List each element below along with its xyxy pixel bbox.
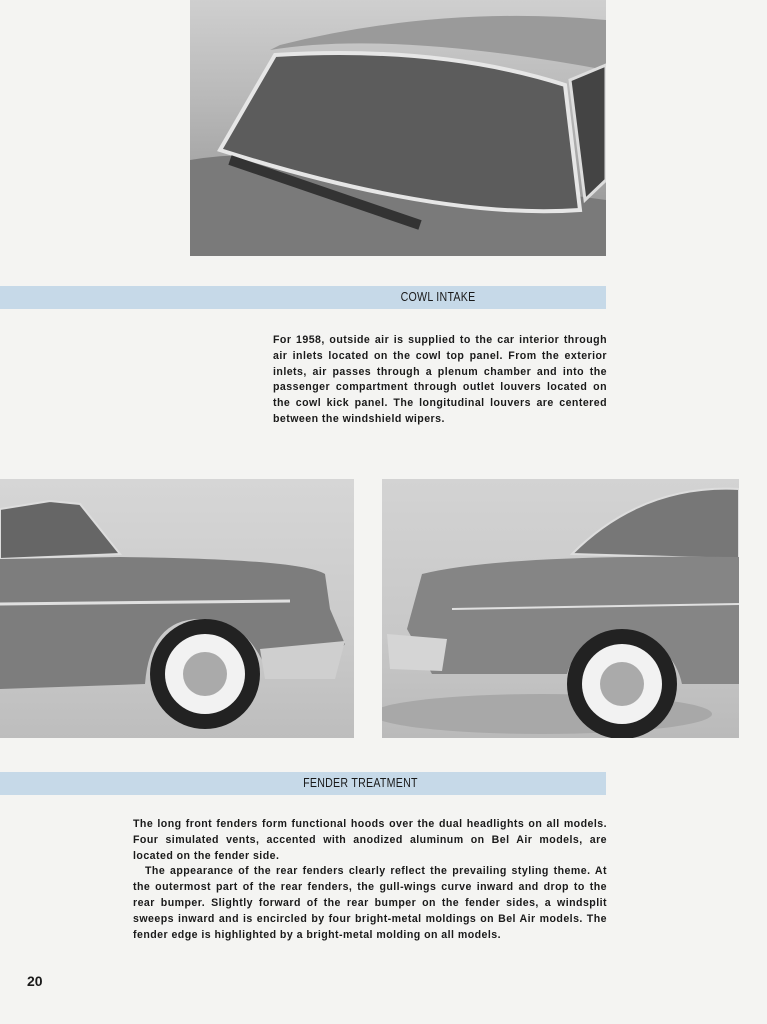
paragraph: The appearance of the rear fenders clearly reflect the prevailing styling theme. At the outermost part of the rear fenders, the gull-wings curve inward and drop to the rear bumper. Slightly forward of the rear bumper on the fender sides, a windsplit sweeps inward and is encircled by four bright-metal moldings on Bel Air models. The fender edge is highlighted by a bright-metal molding on all models. <box>133 865 607 941</box>
paragraph: The long front fenders form functional hoods over the dual headlights on all models. Four simulated vents, accented with anodized aluminum on Bel Air models, are located on the fender side. <box>133 818 607 862</box>
windshield-cowl-photo <box>190 0 606 256</box>
section-heading: FENDER TREATMENT <box>303 776 418 790</box>
section-heading-bar <box>0 286 606 309</box>
section-heading: COWL INTAKE <box>400 290 476 304</box>
front-fender-photo <box>0 479 354 738</box>
page-number: 20 <box>27 973 43 989</box>
section-heading-bar <box>0 772 606 795</box>
fender-treatment-text <box>133 817 607 943</box>
cowl-intake-text <box>273 333 607 428</box>
paragraph: For 1958, outside air is supplied to the car interior through air inlets located on the cowl top panel. From the exterior inlets, air passes through a plenum chamber and into the passenger compartment through outlet louvers located on the cowl kick panel. The longitudinal louvers are centered between the windshield wipers. <box>273 334 607 425</box>
rear-fender-photo <box>382 479 739 738</box>
